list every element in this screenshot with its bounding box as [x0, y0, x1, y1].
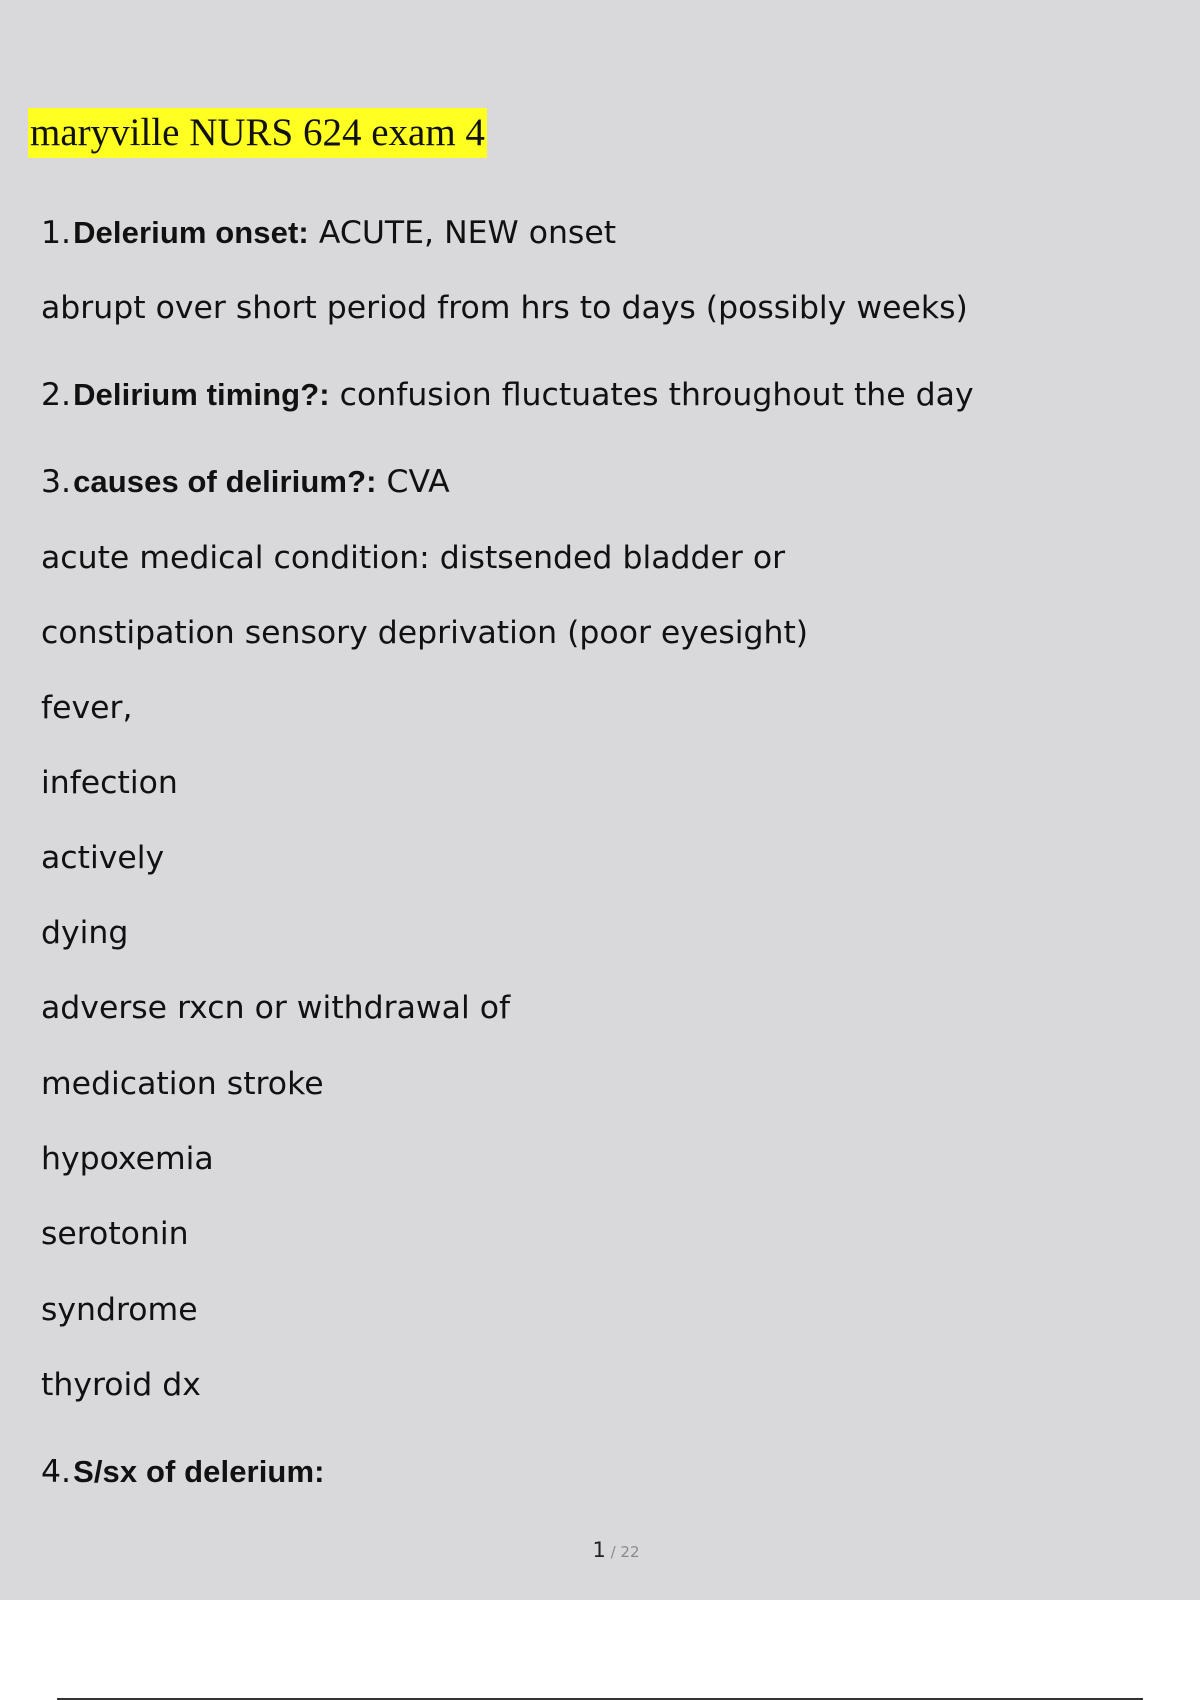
question-item-2	[41, 375, 974, 415]
item-question: S/sx of delerium:	[73, 1454, 325, 1489]
item-number: 2.	[41, 377, 72, 413]
answer-line: syndrome	[41, 1292, 198, 1328]
question-item-4	[41, 1452, 325, 1492]
page-total: / 22	[605, 1543, 640, 1561]
answer-line: serotonin	[41, 1216, 189, 1252]
answer-line: thyroid dx	[41, 1367, 201, 1403]
answer-line: actively	[41, 840, 165, 876]
answer-line: acute medical condition: distsended bladder or	[41, 540, 786, 576]
item-question: Delirium timing?:	[73, 377, 330, 412]
page-current: 1	[592, 1538, 606, 1562]
item-question: Delerium onset:	[73, 215, 309, 250]
document-title: maryville NURS 624 exam 4	[28, 108, 487, 158]
item-question: causes of delirium?:	[73, 464, 377, 499]
item-answer: confusion fluctuates throughout the day	[329, 377, 974, 413]
answer-line: adverse rxcn or withdrawal of	[41, 990, 511, 1026]
item-number: 3.	[41, 464, 72, 500]
question-item-3	[41, 462, 450, 502]
answer-line: infection	[41, 765, 178, 801]
answer-line: abrupt over short period from hrs to days (possibly weeks)	[41, 290, 968, 326]
item-number: 4.	[41, 1454, 72, 1490]
answer-line: constipation sensory deprivation (poor eyesight)	[41, 615, 809, 651]
question-item-1	[41, 213, 616, 253]
item-answer: ACUTE, NEW onset	[308, 215, 617, 251]
answer-line: hypoxemia	[41, 1141, 214, 1177]
item-number: 1.	[41, 215, 72, 251]
answer-line: medication stroke	[41, 1066, 324, 1102]
page-indicator	[0, 1538, 1200, 1562]
item-answer: CVA	[376, 464, 450, 500]
answer-line: fever,	[41, 690, 133, 726]
answer-line: dying	[41, 915, 129, 951]
